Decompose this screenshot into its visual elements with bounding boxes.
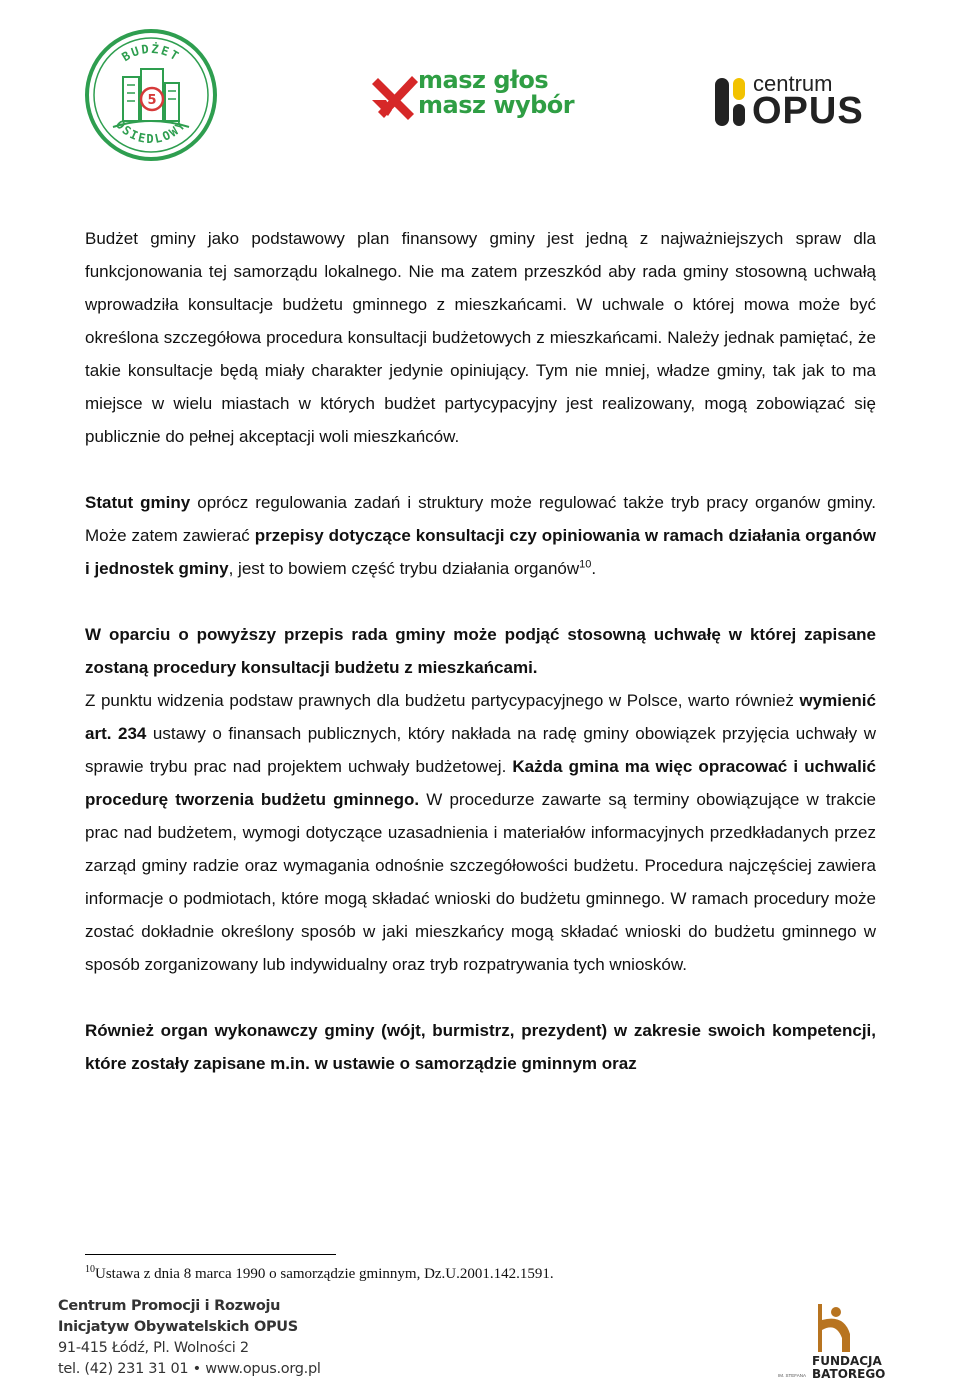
paragraph-2 [85,486,876,585]
batory-figure-icon [778,1300,888,1356]
text-run: oprócz regulowania zadań i struktury może regulować także tryb pracy organów gminy. Może zatem zawierać [85,493,876,545]
footnote-text: Ustawa z dnia 8 marca 1990 o samorządzie gminnym, Dz.U.2001.142.1591. [95,1266,554,1282]
footnote-ref: 10 [579,558,592,571]
svg-text:5: 5 [147,93,157,108]
svg-text:BUDŻET: BUDŻET [119,41,183,65]
bold-text: wymienić art. 234 [85,691,876,743]
batory-name [812,1355,885,1381]
fundacja-batorego-logo [778,1300,888,1384]
bold-text: Każda gmina ma więc opracować i uchwalić procedurę tworzenia budżetu gminnego. [85,757,876,809]
footnote-number: 10 [85,1264,95,1275]
footnote-divider [85,1254,336,1255]
logo-line-2: masz wybór [418,91,575,119]
paragraph-4 [85,684,876,981]
opus-bars-icon [715,74,747,130]
bold-text: Również organ wykonawczy gminy (wójt, burmistrz, prezydent) w zakresie swoich kompetencji, które zostały zapisane m.in. w ustawie o samorządzie gminnym oraz [85,1021,876,1073]
document-body [85,222,876,1080]
logo-line-1: masz głos [418,66,549,94]
masz-glos-masz-wybor-logo [368,68,578,126]
footer-contact-line: tel. (42) 231 31 01 • www.opus.org.pl [58,1361,321,1377]
text-run: , jest to bowiem część trybu działania organów [228,559,580,578]
centrum-opus-logo [715,72,875,132]
red-x-mark-icon [368,70,420,122]
opus-logo-small: centrum [753,71,833,96]
text-run: Z punktu widzenia podstaw prawnych dla budżetu partycypacyjnego w Polsce, warto również [85,691,800,710]
paragraph-3 [85,618,876,684]
bold-text: przepisy dotyczące konsultacji czy opiniowania w ramach działania organów i jednostek gminy [85,526,876,578]
bold-text: Statut gminy [85,493,191,512]
budzet-osiedlowy-logo [83,27,219,163]
building-coin-icon [83,27,219,163]
batory-line-2: BATOREGO [812,1367,886,1381]
footer-address-line: 91-415 Łódź, Pl. Wolności 2 [58,1340,249,1356]
footnote [85,1264,554,1284]
text-run: . [591,559,597,578]
paragraph-5 [85,1014,876,1080]
opus-logo-big: OPUS [752,90,864,132]
footer-org-line-2: Inicjatyw Obywatelskich OPUS [58,1319,298,1335]
svg-text:OSIEDLOWY: OSIEDLOWY [112,117,190,146]
batory-small-text: IM. STEFANA [778,1373,807,1378]
footer-org-line-1: Centrum Promocji i Rozwoju [58,1298,281,1314]
paragraph-1: Budżet gminy jako podstawowy plan finansowy gminy jest jedną z najważniejszych spraw dla funkcjonowania tej samorządu lokalnego. Nie ma zatem przeszkód aby rada gminy stosowną uchwałą wprowadziła konsultacje budżetu gminnego z mieszkańcami. W uchwale o której mowa może być określona szczegółowa procedura konsultacji budżetowych z mieszkańcami. Należy jednak pamiętać, że takie konsultacje będą miały charakter jedynie opiniujący. Tym nie mniej, władze gminy, tak jak to ma miejsce w wielu miastach w których budżet partycypacyjny jest realizowany, mogą zobowiązać się publicznie do pełnej akceptacji woli mieszkańców. [85,229,876,446]
footer-address [58,1296,321,1380]
bold-text: W oparciu o powyższy przepis rada gminy może podjąć stosowną uchwałę w której zapisane zostaną procedury konsultacji budżetu z mieszkańcami. [85,625,876,677]
batory-line-1: FUNDACJA [812,1354,882,1368]
text-run: W procedurze zawarte są terminy obowiązujące w trakcie prac nad budżetem, wymogi dotyczące uzasadnienia i materiałów informacyjnych przedkładanych przez zarząd gminy radzie oraz wymagania odnośnie szczegółowości budżetu. Procedura najczęściej zawiera informacje o podmiotach, które mogą składać wnioski do budżetu gminnego. W ramach procedury może zostać dokładnie określony sposób w jaki mieszkańcy mogą składać wnioski do budżetu gminnego w sposób zorganizowany lub indywidualny oraz tryb rozpatrywania tych wniosków. [85,790,876,974]
text-run: ustawy o finansach publicznych, który nakłada na radę gminy obowiązek przyjęcia uchwały w sprawie trybu prac nad projektem uchwały budżetowej. [85,724,876,776]
